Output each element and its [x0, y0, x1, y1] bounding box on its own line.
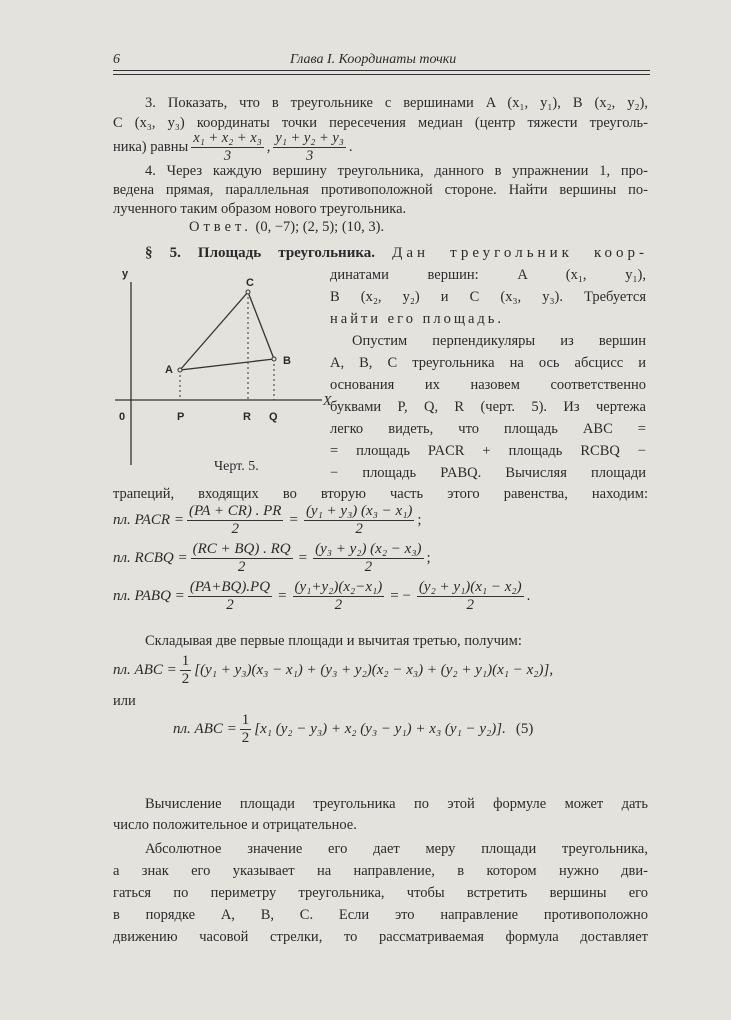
fraction: [188, 579, 272, 614]
ex3-line: C (x₃, y₃) координаты точки пересечения медиан (центр тяжести треуголь-: [113, 115, 648, 131]
label-r: R: [243, 411, 251, 423]
x-axis-label: X: [323, 394, 332, 409]
section-heading: § 5. Площадь треугольника.: [145, 245, 376, 261]
closing-line: гаться по периметру треугольника, чтобы встретить вершины его: [113, 885, 648, 901]
numerator: x₁ + x₂ + x₃: [193, 130, 262, 146]
terminator: .: [526, 588, 531, 604]
numerator: 1: [241, 712, 250, 728]
numerator: (PA+BQ).PQ: [189, 579, 271, 595]
denominator: 2: [466, 597, 475, 613]
label-b: B: [283, 355, 291, 367]
formula-label: пл. PABQ =: [113, 588, 185, 604]
label-p: P: [177, 411, 185, 423]
formula-abc-expanded: [113, 653, 553, 688]
formula-rcbq: [113, 541, 431, 576]
section-line: легко видеть, что площадь ABC =: [330, 421, 646, 437]
ex4-line: ведена прямая, параллельная противоположной стороне. Найти вершины по-: [113, 182, 648, 198]
numerator: (PA + CR) . PR: [188, 503, 282, 519]
header-rule: [113, 70, 650, 71]
denominator: 2: [226, 597, 234, 613]
section-line: B (x₂, y₂) и C (x₃, y₃). Требуется: [330, 289, 646, 305]
formula-body: [(y₁ + y₃)(x₃ − x₁) + (y₃ + y₂)(x₂ − x₃) + (y₂ + y₁)(x₁ − x₂)],: [194, 662, 554, 678]
triangle-figure: [110, 260, 332, 485]
label-a: A: [165, 364, 173, 376]
closing-line: а знак его указывает на направление, в котором нужно дви-: [113, 863, 648, 879]
fraction-half: [180, 653, 192, 688]
formula-pabq: [113, 579, 530, 614]
terminator: ;: [417, 512, 422, 528]
section-line: найти его площадь.: [330, 311, 505, 327]
separator: ,: [266, 139, 271, 155]
fraction-half: [240, 712, 252, 747]
fraction: [417, 579, 524, 614]
terminator: ;: [426, 550, 431, 566]
page-number: 6: [113, 52, 120, 67]
denominator: 2: [334, 597, 343, 613]
denominator: 2: [355, 521, 363, 537]
period: .: [348, 139, 353, 155]
denominator: 3: [223, 148, 232, 164]
numerator: (y₂ + y₁)(x₁ − x₂): [418, 579, 522, 595]
equals: =: [278, 588, 287, 604]
numerator: (y₁+y₂)(x₂−x₁): [294, 579, 383, 595]
section-text: Дан треугольник коор-: [392, 245, 649, 261]
closing-line: движению часовой стрелки, то рассматриваемая формула доставляет: [113, 929, 648, 945]
or-text: или: [113, 693, 136, 709]
closing-line: в порядке A, B, C. Если это направление противоположно: [113, 907, 648, 923]
body-text: Складывая две первые площади и вычитая третью, получим:: [145, 633, 522, 649]
vertex-c: [246, 290, 250, 294]
formula-abc-5: [173, 712, 533, 747]
section-line: трапеций, входящих во вторую часть этого равенства, находим:: [113, 486, 648, 502]
running-title: Глава I. Координаты точки: [290, 52, 457, 67]
denominator: 2: [237, 559, 246, 575]
section-line: динатами вершин: A (x₁, y₁),: [330, 267, 646, 283]
answer-label: Ответ.: [189, 219, 252, 235]
equals: =: [298, 550, 308, 566]
label-q: Q: [269, 411, 278, 423]
numerator: (y₁ + y₃) (x₃ − x₁): [305, 503, 413, 519]
formula-label: пл. RCBQ =: [113, 550, 188, 566]
denominator: 3: [306, 148, 314, 164]
fraction: [313, 541, 423, 576]
equals-minus: = −: [390, 588, 411, 604]
vertex-b: [272, 357, 276, 361]
header-rule: [113, 74, 650, 75]
numerator: y₁ + y₂ + y₃: [275, 130, 344, 146]
origin-label: 0: [119, 411, 126, 423]
ex3-line: 3. Показать, что в треугольнике с вершинами A (x₁, y₁), B (x₂, y₂),: [145, 95, 648, 111]
section-line: − площадь PABQ. Вычисляя площади: [330, 465, 646, 481]
fraction: [191, 541, 293, 576]
ex3-text: ника) равны: [113, 139, 189, 155]
denominator: 2: [231, 521, 239, 537]
numerator: 1: [181, 653, 190, 669]
section-line: = площадь PACR + площадь RCBQ −: [330, 443, 646, 459]
numerator: (RC + BQ) . RQ: [192, 541, 291, 557]
formula-label: пл. ABC =: [173, 721, 237, 737]
triangle-abc: [180, 292, 274, 370]
closing-line: Вычисление площади треугольника по этой формуле может дать: [145, 796, 648, 812]
formula-pacr: [113, 503, 422, 538]
section-line: основания их назовем соответственно: [330, 377, 646, 393]
fraction: [304, 503, 414, 538]
section-line: Опустим перпендикуляры из вершин: [352, 333, 646, 349]
fraction: [293, 579, 385, 614]
label-c: C: [246, 277, 254, 289]
denominator: 2: [181, 671, 190, 687]
section-line: буквами P, Q, R (черт. 5). Из чертежа: [330, 399, 646, 415]
formula-label: пл. PACR =: [113, 512, 184, 528]
figure-caption: Черт. 5.: [214, 459, 259, 474]
equation-number: (5): [515, 721, 534, 737]
closing-line: Абсолютное значение его дает меру площади треугольника,: [145, 841, 648, 857]
formula-body: [x₁ (y₂ − y₃) + x₂ (y₃ − y₁) + x₃ (y₁ − y₂)].: [254, 721, 506, 737]
fraction: [273, 130, 346, 165]
numerator: (y₃ + y₂) (x₂ − x₃): [315, 541, 422, 557]
ex3-centroid-line: [113, 130, 353, 165]
formula-label: пл. ABC =: [113, 662, 177, 678]
closing-line: число положительное и отрицательное.: [113, 817, 357, 833]
ex4-answer: [189, 219, 384, 236]
ex4-line: лученного таким образом нового треугольника.: [113, 201, 407, 217]
denominator: 2: [364, 559, 373, 575]
denominator: 2: [241, 730, 250, 746]
fraction: [187, 503, 283, 538]
fraction: [191, 130, 264, 165]
ex4-line: 4. Через каждую вершину треугольника, данного в упражнении 1, про-: [145, 163, 648, 179]
equals: =: [289, 512, 298, 528]
answer-value: (0, −7); (2, 5); (10, 3).: [255, 219, 385, 235]
section-line: A, B, C треугольника на ось абсцисс и: [330, 355, 646, 371]
y-axis-label: y: [122, 268, 129, 280]
vertex-a: [178, 368, 182, 372]
